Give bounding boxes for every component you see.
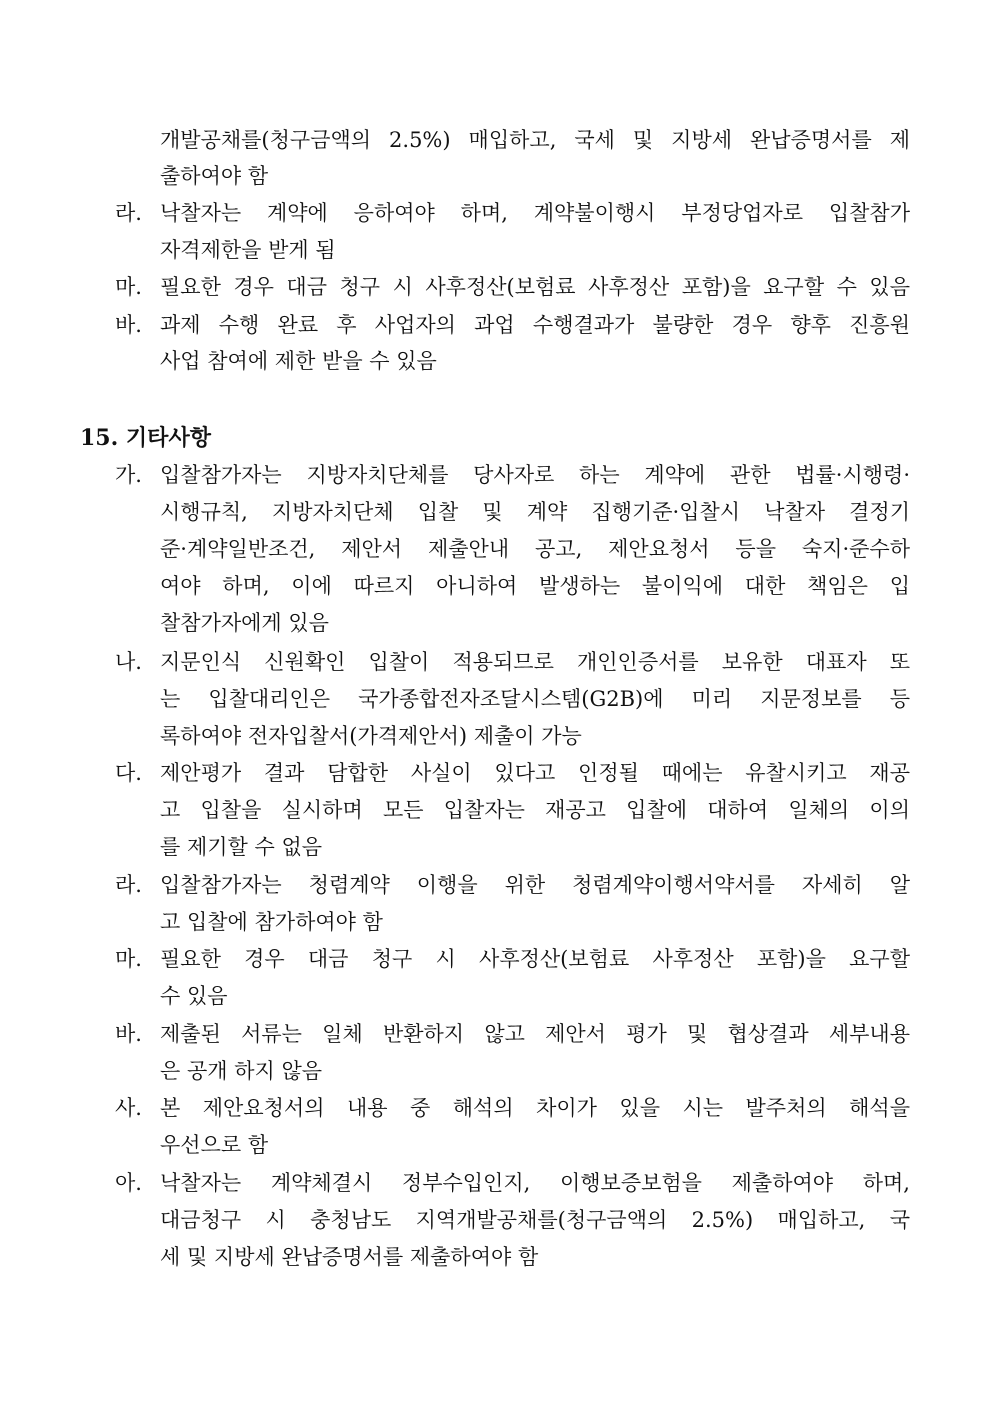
item-marker: 아. — [115, 1171, 142, 1195]
paragraph-line: 은 공개 하지 않음 — [160, 1059, 323, 1083]
paragraph-line: 입찰참가자는 청렴계약 이행을 위한 청렴계약이행서약서를 자세히 알 — [160, 873, 910, 897]
paragraph-line: 사업 참여에 제한 받을 수 있음 — [160, 349, 437, 373]
paragraph-line: 제출된 서류는 일체 반환하지 않고 제안서 평가 및 협상결과 세부내용 — [160, 1022, 910, 1046]
item-marker: 바. — [115, 1022, 142, 1046]
paragraph-line: 는 입찰대리인은 국가종합전자조달시스템(G2B)에 미리 지문정보를 등 — [160, 687, 910, 711]
paragraph-line: 제안평가 결과 담합한 사실이 있다고 인정될 때에는 유찰시키고 재공 — [160, 761, 910, 785]
paragraph-line: 낙찰자는 계약에 응하여야 하며, 계약불이행시 부정당업자로 입찰참가 — [160, 201, 910, 225]
item-marker: 라. — [115, 201, 142, 225]
paragraph-line: 시행규칙, 지방자치단체 입찰 및 계약 집행기준·입찰시 낙찰자 결정기 — [160, 500, 910, 524]
paragraph-line: 준·계약일반조건, 제안서 제출안내 공고, 제안요청서 등을 숙지·준수하 — [160, 537, 910, 561]
paragraph-line: 고 입찰에 참가하여야 함 — [160, 910, 383, 934]
section-title: 15. 기타사항 — [80, 425, 211, 451]
paragraph-line: 과제 수행 완료 후 사업자의 과업 수행결과가 불량한 경우 향후 진흥원 — [160, 313, 910, 337]
paragraph-line: 록하여야 전자입찰서(가격제안서) 제출이 가능 — [160, 724, 582, 748]
paragraph-line: 자격제한을 받게 됨 — [160, 238, 336, 262]
paragraph-line: 본 제안요청서의 내용 중 해석의 차이가 있을 시는 발주처의 해석을 — [160, 1096, 910, 1120]
paragraph-line: 지문인식 신원확인 입찰이 적용되므로 개인인증서를 보유한 대표자 또 — [160, 650, 910, 674]
paragraph-line: 필요한 경우 대금 청구 시 사후정산(보험료 사후정산 포함)을 요구할 — [160, 947, 910, 971]
paragraph-line: 찰참가자에게 있음 — [160, 611, 329, 635]
item-marker: 마. — [115, 947, 142, 971]
item-marker: 나. — [115, 650, 142, 674]
paragraph-line: 낙찰자는 계약체결시 정부수입인지, 이행보증보험을 제출하여야 하며, — [160, 1171, 910, 1195]
paragraph-line: 를 제기할 수 없음 — [160, 835, 323, 859]
paragraph-line: 고 입찰을 실시하며 모든 입찰자는 재공고 입찰에 대하여 일체의 이의 — [160, 798, 910, 822]
paragraph-line: 우선으로 함 — [160, 1133, 269, 1157]
item-marker: 다. — [115, 761, 142, 785]
item-marker: 사. — [115, 1096, 142, 1120]
item-marker: 마. — [115, 275, 142, 299]
paragraph-line: 출하여야 함 — [160, 164, 269, 188]
paragraph-line: 필요한 경우 대금 청구 시 사후정산(보험료 사후정산 포함)을 요구할 수 있음 — [160, 275, 910, 299]
paragraph-line: 입찰참가자는 지방자치단체를 당사자로 하는 계약에 관한 법률·시행령· — [160, 463, 910, 487]
paragraph-line: 여야 하며, 이에 따르지 아니하여 발생하는 불이익에 대한 책임은 입 — [160, 574, 910, 598]
item-marker: 라. — [115, 873, 142, 897]
paragraph-line: 수 있음 — [160, 984, 228, 1008]
item-marker: 바. — [115, 313, 142, 337]
paragraph-line: 개발공채를(청구금액의 2.5%) 매입하고, 국세 및 지방세 완납증명서를 제 — [160, 128, 910, 152]
paragraph-line: 세 및 지방세 완납증명서를 제출하여야 함 — [160, 1245, 539, 1269]
item-marker: 가. — [115, 463, 142, 487]
paragraph-line: 대금청구 시 충청남도 지역개발공채를(청구금액의 2.5%) 매입하고, 국 — [160, 1208, 910, 1232]
